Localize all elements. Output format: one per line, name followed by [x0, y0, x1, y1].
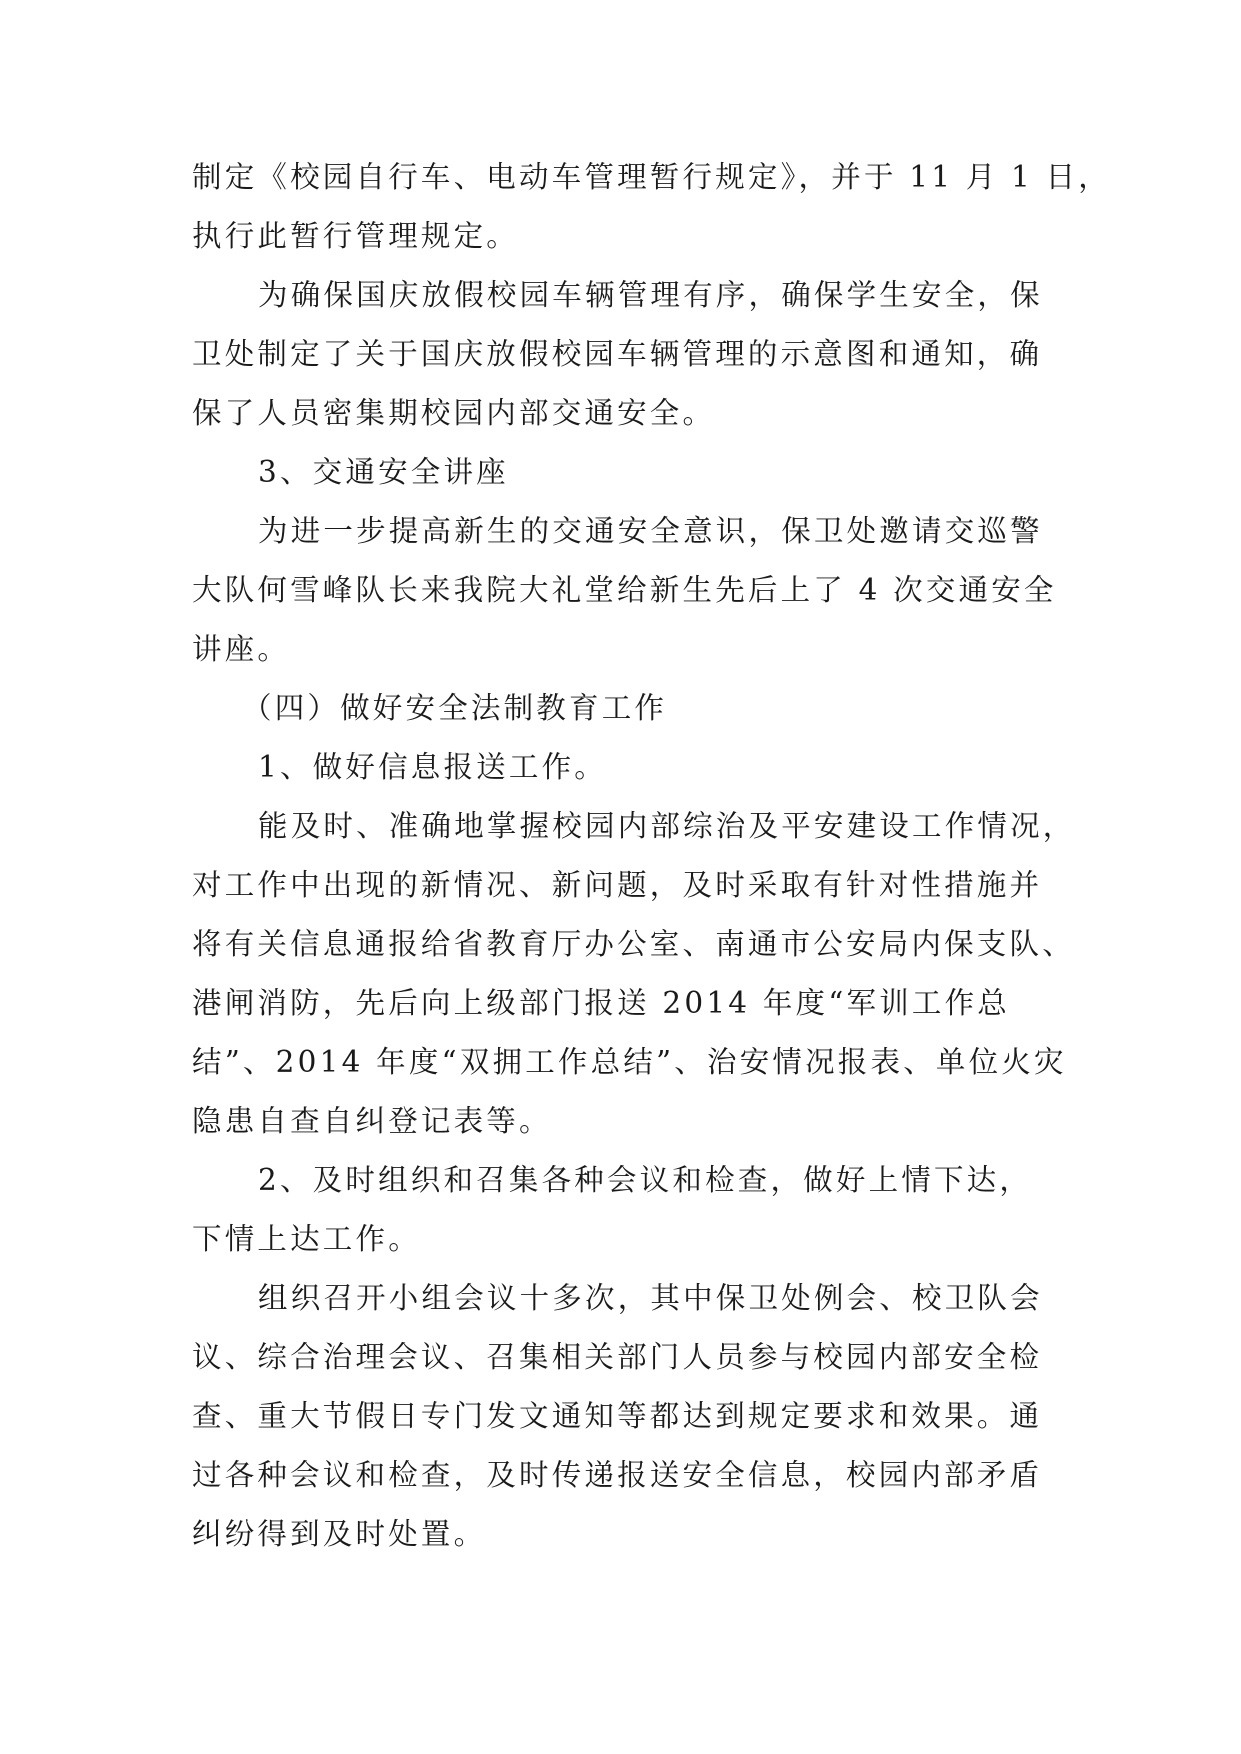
text-line: 对工作中出现的新情况、新问题，及时采取有针对性措施并: [192, 868, 1043, 902]
text-line: 过各种会议和检查，及时传递报送安全信息，校园内部矛盾: [192, 1458, 1043, 1492]
text-line: 隐患自查自纠登记表等。: [192, 1104, 552, 1138]
text-line: 为进一步提高新生的交通安全意识，保卫处邀请交巡警: [258, 514, 1043, 548]
text-line: 大队何雪峰队长来我院大礼堂给新生先后上了 4 次交通安全: [192, 573, 1057, 607]
text-line: 查、重大节假日专门发文通知等都达到规定要求和效果。通: [192, 1399, 1043, 1433]
section-heading: 2、及时组织和召集各种会议和检查，做好上情下达，: [258, 1163, 1033, 1197]
section-heading: （四）做好安全法制教育工作: [242, 691, 668, 725]
text-line: 能及时、准确地掌握校园内部综治及平安建设工作情况，: [258, 809, 1076, 843]
text-line: 卫处制定了关于国庆放假校园车辆管理的示意图和通知，确: [192, 337, 1043, 371]
text-line: 组织召开小组会议十多次，其中保卫处例会、校卫队会: [258, 1281, 1043, 1315]
text-line: 议、综合治理会议、召集相关部门人员参与校园内部安全检: [192, 1340, 1043, 1374]
text-line: 将有关信息通报给省教育厅办公室、南通市公安局内保支队、: [192, 927, 1075, 961]
text-line: 为确保国庆放假校园车辆管理有序，确保学生安全，保: [258, 278, 1043, 312]
section-heading: 1、做好信息报送工作。: [258, 750, 607, 784]
text-line: 结”、2014 年度“双拥工作总结”、治安情况报表、单位火灾: [192, 1045, 1067, 1079]
section-heading: 3、交通安全讲座: [258, 455, 509, 489]
text-line: 下情上达工作。: [192, 1222, 421, 1256]
text-line: 执行此暂行管理规定。: [192, 219, 520, 253]
text-line: 制定《校园自行车、电动车管理暂行规定》，并于 11 月 1 日，: [192, 160, 1111, 194]
text-line: 港闸消防，先后向上级部门报送 2014 年度“军训工作总: [192, 986, 1011, 1020]
text-line: 保了人员密集期校园内部交通安全。: [192, 396, 716, 430]
document-body: [192, 148, 1111, 1564]
text-line: 纠纷得到及时处置。: [192, 1517, 487, 1551]
text-line: 讲座。: [192, 632, 291, 666]
